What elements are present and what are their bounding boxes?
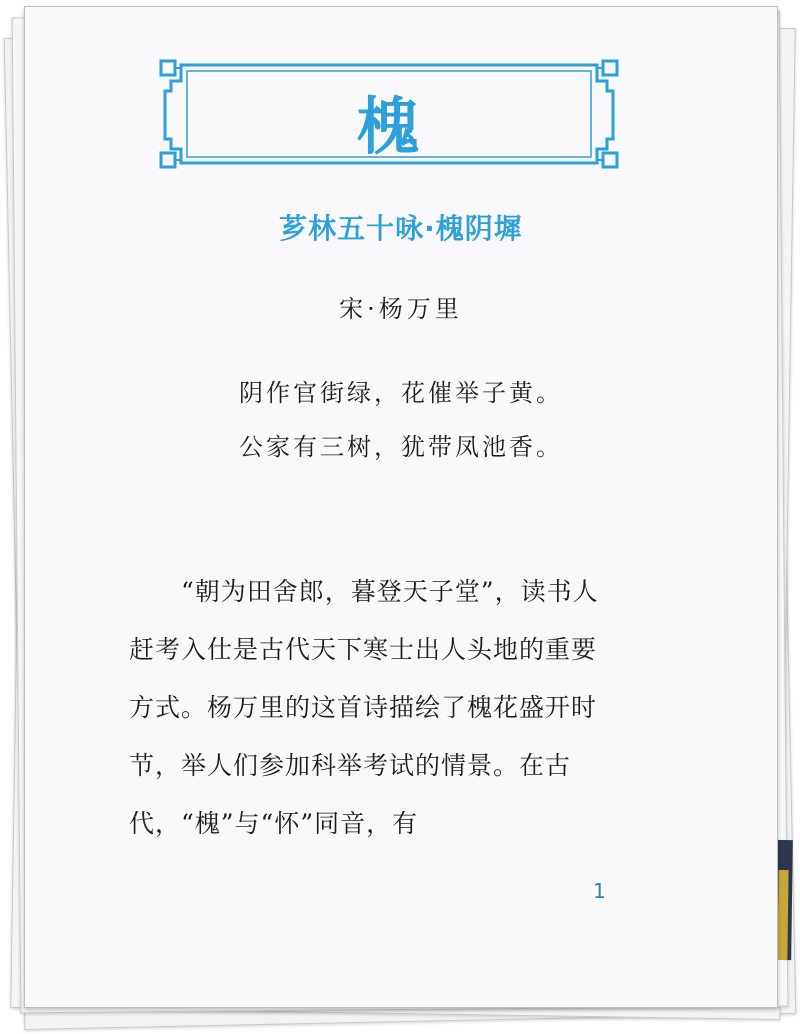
entry-title: 槐 bbox=[356, 90, 421, 163]
cover-edge-accent bbox=[777, 870, 788, 960]
page-number: 1 bbox=[593, 879, 606, 903]
poem-author: 宋·杨万里 bbox=[339, 295, 463, 323]
poem-line: 阴作官街绿，花催举子黄。 bbox=[239, 379, 563, 407]
commentary-paragraph: “朝为田舍郎，暮登天子堂”，读书人赶考入仕是古代天下寒士出人头地的重要方式。杨万里的这首诗描绘了槐花盛开时节，举人们参加科举考试的情景。在古代，“槐”与“怀”同音，有 bbox=[129, 577, 599, 838]
book-page bbox=[24, 6, 778, 1008]
poem-title: 芗林五十咏·槐阴墀 bbox=[279, 212, 523, 245]
title-frame bbox=[159, 59, 619, 169]
poem-line: 公家有三树，犹带凤池香。 bbox=[239, 433, 563, 461]
